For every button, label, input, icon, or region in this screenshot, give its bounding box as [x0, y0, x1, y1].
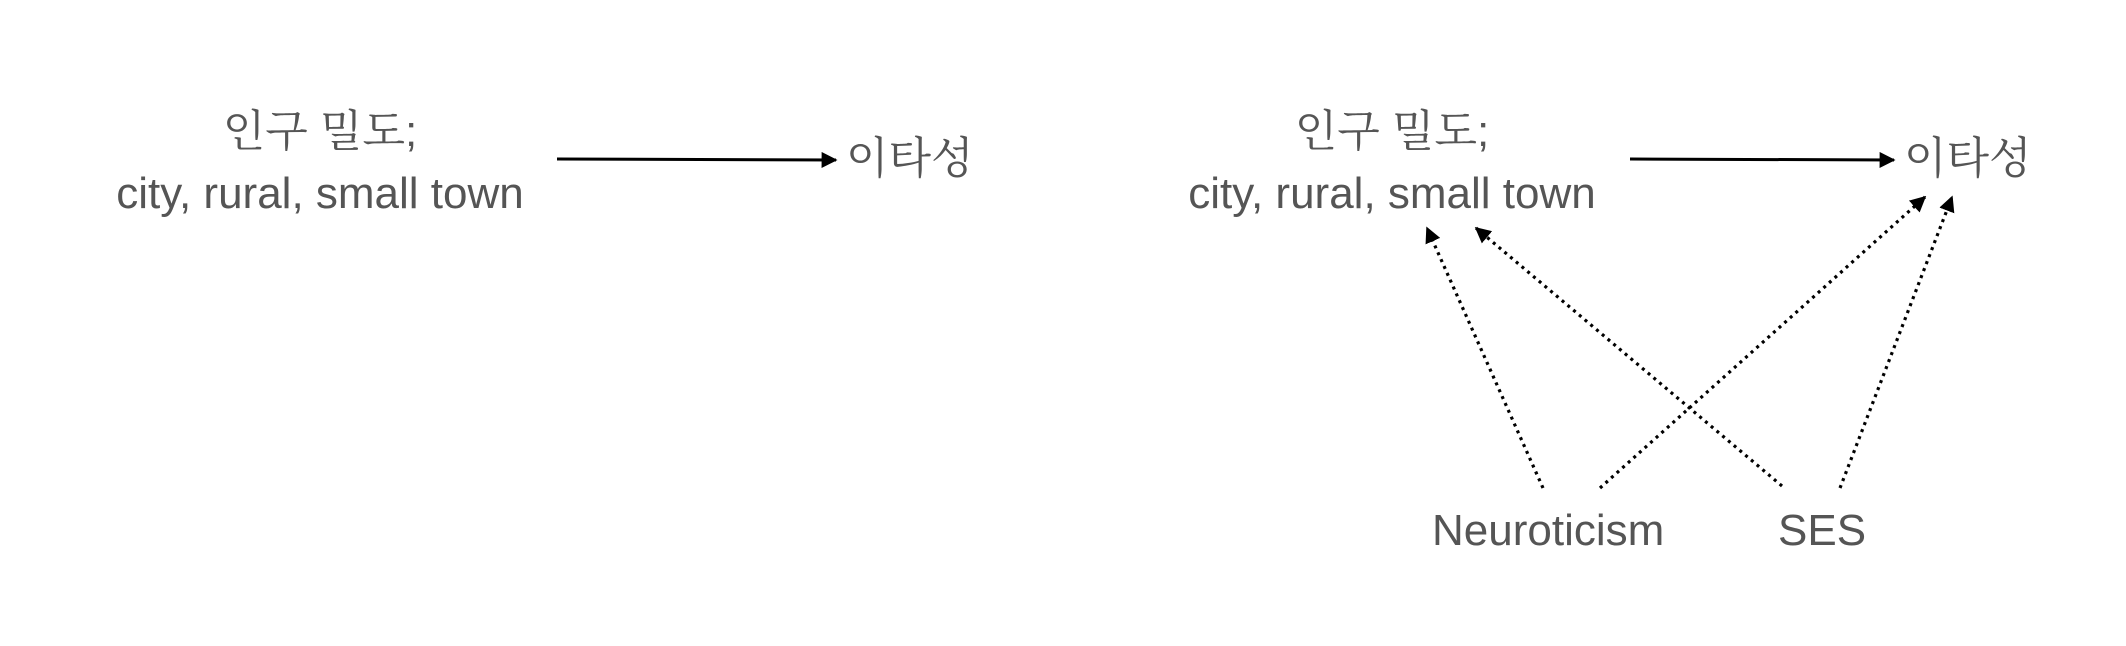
left-exposure-to-outcome-arrow — [557, 159, 836, 160]
right-outcome-label: 이타성 — [1904, 134, 2032, 183]
right-exposure-label-line2: city, rural, small town — [1188, 169, 1596, 218]
ses-label: SES — [1778, 506, 1867, 555]
neuroticism-to-exposure-arrow — [1427, 228, 1543, 488]
neuroticism-label: Neuroticism — [1432, 506, 1665, 555]
left-panel — [116, 107, 973, 218]
left-exposure-label-line1: 인구 밀도; — [222, 107, 418, 156]
right-exposure-label-line1: 인구 밀도; — [1294, 107, 1490, 156]
left-outcome-label: 이타성 — [846, 134, 974, 183]
left-exposure-label-line2: city, rural, small town — [116, 169, 524, 218]
ses-to-exposure-arrow — [1476, 228, 1782, 486]
neuroticism-to-outcome-arrow — [1600, 197, 1925, 488]
ses-to-outcome-arrow — [1840, 197, 1952, 488]
right-exposure-to-outcome-arrow — [1630, 159, 1894, 160]
right-panel — [1188, 107, 2031, 555]
